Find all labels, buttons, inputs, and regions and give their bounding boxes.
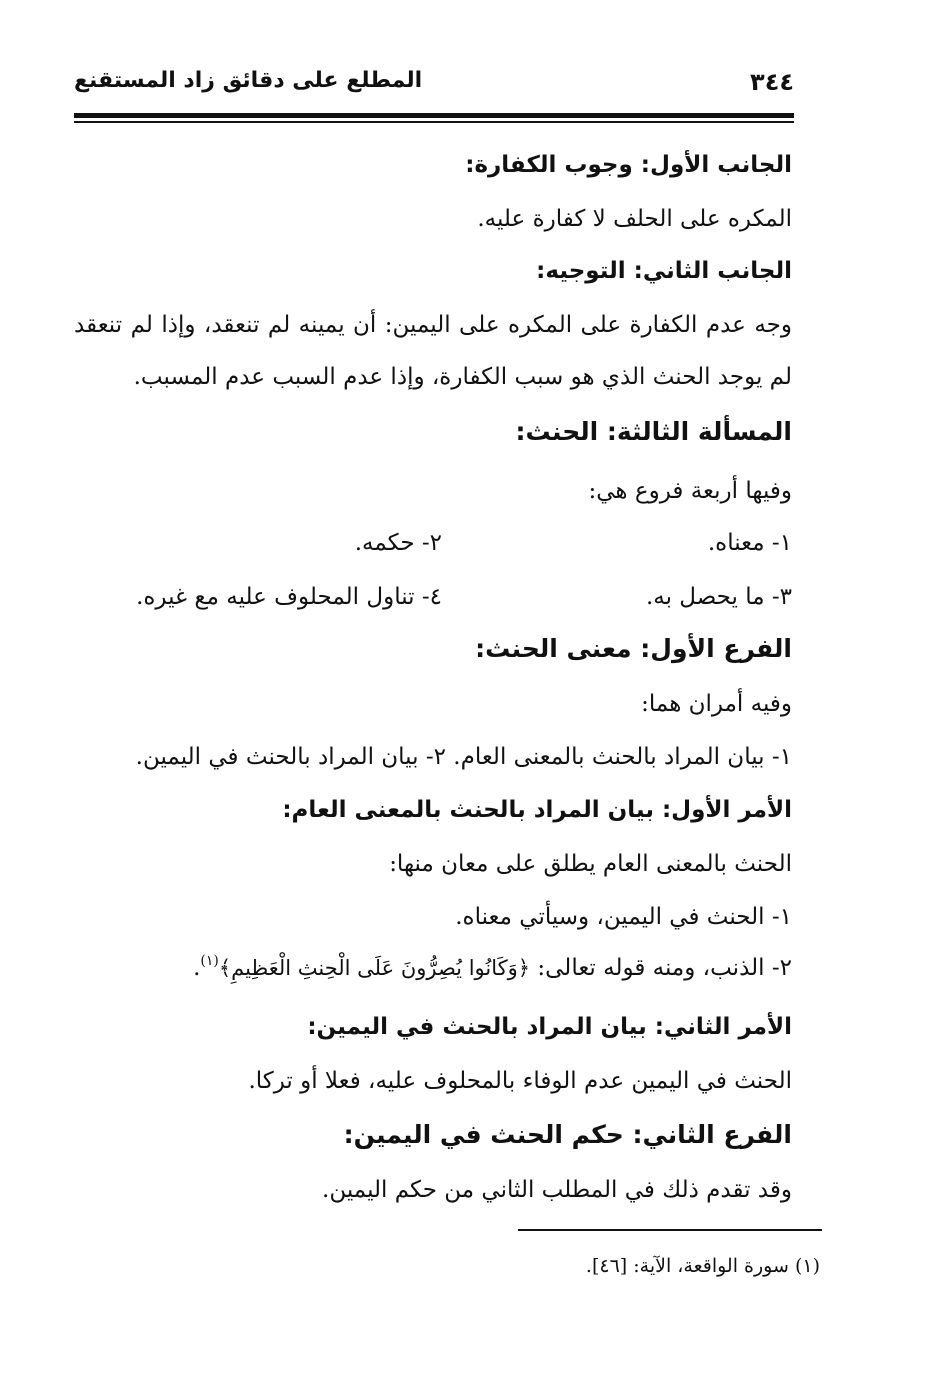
paragraph: ١- بيان المراد بالحنث بالمعنى العام. ٢- بيان المراد بالحنث في اليمين.	[135, 744, 792, 770]
list-item: ١- معناه.	[707, 530, 792, 556]
list-item-with-verse	[193, 953, 792, 986]
heading-second-matter: الأمر الثاني: بيان المراد بالحنث في اليمين:	[307, 1014, 792, 1040]
page-number: ٣٤٤	[750, 68, 794, 96]
list-item: ١- الحنث في اليمين، وسيأتي معناه.	[455, 904, 792, 930]
footnote-rule	[518, 1229, 822, 1231]
subsection-heading-second-branch: الفرع الثاني: حكم الحنث في اليمين:	[343, 1120, 792, 1149]
header-rule-thin	[74, 121, 794, 123]
page-header	[74, 66, 794, 110]
paragraph: وفيها أربعة فروع هي:	[588, 478, 792, 504]
heading-second-aspect: الجانب الثاني: التوجيه:	[536, 258, 792, 284]
paragraph-line: وجه عدم الكفارة على المكره على اليمين: أن يمينه لم تنعقد، وإذا لم تنعقد	[74, 312, 792, 338]
header-rule-thick	[74, 113, 794, 118]
paragraph: وقد تقدم ذلك في المطلب الثاني من حكم اليمين.	[322, 1177, 792, 1203]
paragraph: الحنث بالمعنى العام يطلق على معان منها:	[389, 851, 792, 877]
list-item: ٤- تناول المحلوف عليه مع غيره.	[136, 584, 442, 610]
footnote-reference: (١)	[200, 953, 219, 969]
quran-verse: ﴿وَكَانُوا يُصِرُّونَ عَلَى الْحِنثِ الْعَظِيمِ﴾	[218, 956, 531, 980]
verse-intro: ٢- الذنب، ومنه قوله تعالى:	[530, 955, 792, 981]
paragraph-line: لم يوجد الحنث الذي هو سبب الكفارة، وإذا عدم السبب عدم المسبب.	[133, 364, 792, 390]
running-title: المطلع على دقائق زاد المستقنع	[74, 68, 423, 93]
paragraph: الحنث في اليمين عدم الوفاء بالمحلوف عليه، فعلا أو تركا.	[248, 1068, 792, 1094]
paragraph: وفيه أمران هما:	[641, 691, 792, 717]
subsection-heading-first-branch: الفرع الأول: معنى الحنث:	[475, 634, 792, 663]
paragraph: المكره على الحلف لا كفارة عليه.	[477, 206, 792, 232]
list-item: ٣- ما يحصل به.	[645, 584, 792, 610]
heading-first-aspect: الجانب الأول: وجوب الكفارة:	[465, 152, 792, 178]
list-item: ٢- حكمه.	[354, 530, 442, 556]
period: .	[193, 955, 201, 981]
heading-first-matter: الأمر الأول: بيان المراد بالحنث بالمعنى العام:	[282, 797, 792, 823]
footnote: (١) سورة الواقعة، الآية: [٤٦].	[585, 1255, 820, 1277]
section-heading-third-issue: المسألة الثالثة: الحنث:	[515, 417, 792, 446]
